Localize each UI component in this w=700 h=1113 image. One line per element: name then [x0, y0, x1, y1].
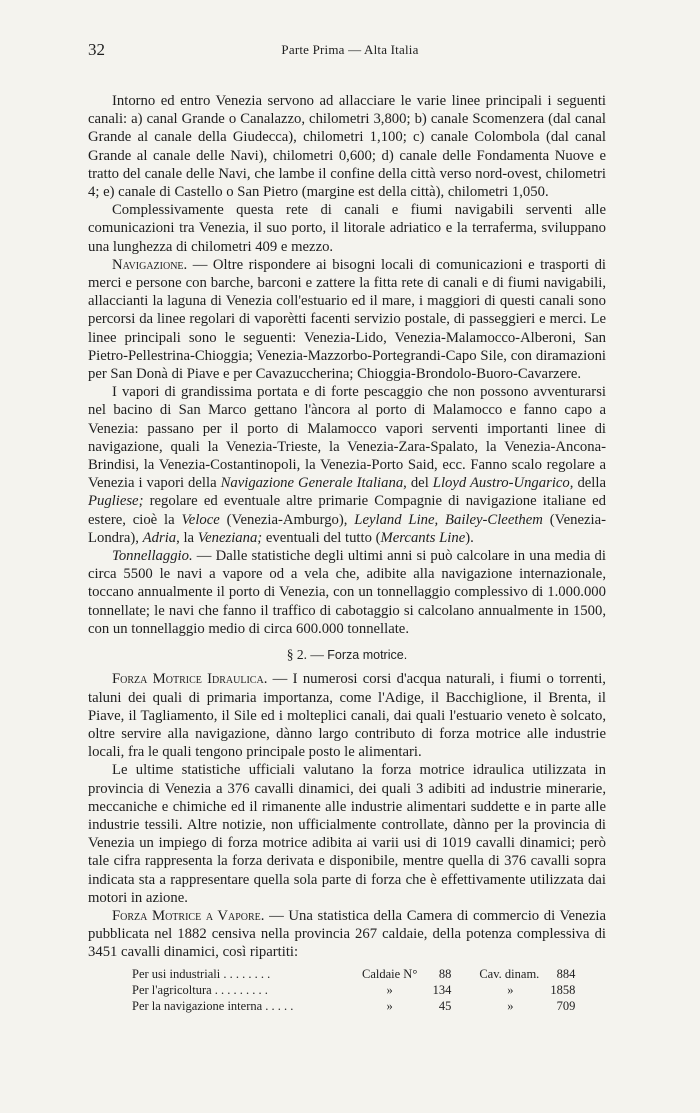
company-mercants: Mercants Line	[380, 529, 466, 546]
company-veneziana: Veneziana;	[197, 529, 263, 546]
table-row	[132, 998, 575, 1014]
boiler-unit: »	[386, 982, 393, 997]
page-number: 32	[88, 40, 105, 59]
paragraph-idraulica	[88, 670, 606, 761]
company-pugliese: Pugliese;	[88, 493, 144, 510]
paragraph-statistiche: Le ultime statistiche ufficiali valutano la forza motrice idraulica utilizzata in provincia di Venezia a 376 cavalli dinamici, dei quali 3 adibiti ad industrie minerarie, meccaniche e chimiche ed il rimanente alle industrie alimentari suddette e in parte alle industrie tessili. Altre notizie, non ufficialmente controllate, dànno per la provincia di Venezia un impiego di forza motrice adibita ai varii usi di 1019 cavalli dinamici; però tale cifra rappresenta la forza derivata e disponibile, mentre quella di 376 cavalli sopra indicata sta a rappresentare quella sola parte di forza che è effettivamente utilizzata dai motori in azione.	[88, 762, 606, 906]
power-unit: »	[507, 998, 514, 1013]
vapore-text: — Una statistica della Camera di commercio di Venezia pubblicata nel 1882 censiva nella provincia 267 caldaie, della potenza complessiva di 3451 cavalli dinamici, così ripartiti:	[88, 907, 607, 961]
section-title: Forza motrice.	[327, 648, 408, 663]
company-adria: Adria	[142, 529, 177, 546]
steam-power-table	[132, 966, 575, 1014]
vapori-text-9: ).	[465, 529, 474, 546]
tonnellaggio-lead: Tonnellaggio.	[112, 548, 193, 565]
vapori-text-4: regolare ed eventuale altre primarie Compagnie di navigazione italiane ed estere, cioè la	[88, 493, 606, 528]
boiler-count: 45	[438, 998, 452, 1013]
power-unit: Cav. dinam.	[479, 966, 540, 981]
paragraph-vapore	[88, 907, 606, 962]
company-lloyd: Lloyd Austro-Ungarico	[432, 475, 570, 492]
vapori-text-7: , la	[176, 529, 198, 546]
paragraph-vapori	[88, 383, 606, 547]
section-number: § 2. —	[286, 647, 324, 663]
navigazione-lead: Navigazione.	[112, 256, 188, 273]
boiler-count: 134	[432, 982, 452, 997]
row-label: Per l'agricoltura . . . . . . . . .	[132, 982, 268, 997]
idraulica-lead: Forza Motrice Idraulica.	[112, 671, 268, 688]
row-label: Per usi industriali . . . . . . . .	[132, 966, 271, 981]
vapori-text-1: I vapori di grandissima portata e di forte pescaggio che non possono avventurarsi nel bacino di San Marco gettano l'àncora al porto di Malamocco e fanno capo a Venezia: passano per il porto di Malamocco vapori serventi importanti linee di navigazione, quali la Venezia-Trieste, la Venezia-Zara-Spalato, la Venezia-Ancona-Brindisi, la Venezia-Costantinopoli, la Venezia-Porto Said, ecc. Fanno scalo regolare a Venezia i vapori della	[88, 384, 606, 492]
paragraph-tonnellaggio	[88, 547, 606, 638]
company-ngi: Navigazione Generale Italiana	[220, 475, 404, 492]
boiler-unit: »	[386, 998, 393, 1013]
idraulica-text: — I numerosi corsi d'acqua naturali, i fiumi o torrenti, taluni dei quali di primaria importanza, come l'Adige, il Bacchiglione, il Brenta, il Piave, il Tagliamento, il Sile ed i molteplici canali, dai quali l'estuario veneto è solcato, oltre servire alla navigazione, dànno largo contributo di forza motrice alle industrie locali, fra le quali tengono principale posto le alimentari.	[88, 671, 606, 761]
navigazione-text: — Oltre rispondere ai bisogni locali di comunicazioni e trasporti di merci e persone con barche, barconi e zattere la fitta rete di canali e di fiumi navigabili, allaccianti la laguna di Venezia coll'estuario ed il mare, i maggiori di questi canali sono percorsi da linee regolari di vaporètti facenti servizio postale, di passeggieri e merci. Le linee principali sono le seguenti: Venezia-Lido, Venezia-Malamocco-Alberoni, San Pietro-Pellestrina-Chioggia; Venezia-Mazzorbo-Portegrandi-Capo Sile, con diramazioni per San Donà di Piave e per Cavazuccherina; Chioggia-Brondolo-Buoro-Cavarzere.	[88, 256, 606, 383]
vapore-lead: Forza Motrice a Vapore.	[112, 907, 265, 924]
power-value: 884	[556, 966, 576, 981]
vapori-text-2: , del	[403, 475, 433, 492]
boiler-count: 88	[438, 966, 452, 981]
paragraph-canali: Intorno ed entro Venezia servono ad allacciare le varie linee principali i seguenti canali: a) canal Grande o Canalazzo, chilometri 3,800; b) canale Scomenzera (dal canal Grande al canale della Giudecca), chilometri 1,100; c) canale Colombola (dal canal Grande al canale delle Navi), chilometri 0,600; d) canale delle Fondamenta Nuove e tratto del canale delle Navi, che lambe il confine della città verso nord-ovest, chilometri 4; e) canale di Castello o San Pietro (margine est della città), chilometri 1,050.	[88, 93, 606, 201]
table-row	[132, 966, 575, 982]
section-heading	[88, 646, 606, 664]
boiler-unit: Caldaie N°	[362, 966, 418, 981]
company-leyland: Leyland Line, Bailey-Cleethem	[354, 511, 543, 528]
power-unit: »	[507, 982, 514, 997]
body-text	[88, 92, 606, 1014]
vapori-text-3: , della	[569, 475, 606, 492]
vapori-text-5: (Venezia-Amburgo),	[219, 511, 355, 528]
paragraph-rete: Complessivamente questa rete di canali e fiumi navigabili serventi alle comunicazioni tra Venezia, il suo porto, il litorale adriatico e la terraferma, sviluppano una lunghezza di chilometri 409 e mezzo.	[88, 202, 606, 255]
row-label: Per la navigazione interna . . . . .	[132, 998, 294, 1013]
company-veloce: Veloce	[181, 511, 220, 528]
power-value: 1858	[550, 982, 576, 997]
power-value: 709	[556, 998, 576, 1013]
vapori-text-6: (Venezia-Londra),	[88, 511, 606, 546]
page-header	[88, 40, 612, 64]
tonnellaggio-text: — Dalle statistiche degli ultimi anni si può calcolare in una media di circa 5500 le navi a vapore od a vela che, adibite alla navigazione internazionale, toccano annualmente il porto di Venezia, con un tonnellaggio complessivo di 1.000.000 tonnellate; le navi che fanno il traffico di cabotaggio si calcolano annualmente in 1500, con un tonnellaggio medio di circa 600.000 tonnellate.	[88, 548, 606, 637]
paragraph-navigazione	[88, 256, 606, 383]
vapori-text-8: eventuali del tutto (	[262, 529, 381, 546]
running-title: Parte Prima — Alta Italia	[281, 42, 419, 57]
table-row	[132, 982, 575, 998]
